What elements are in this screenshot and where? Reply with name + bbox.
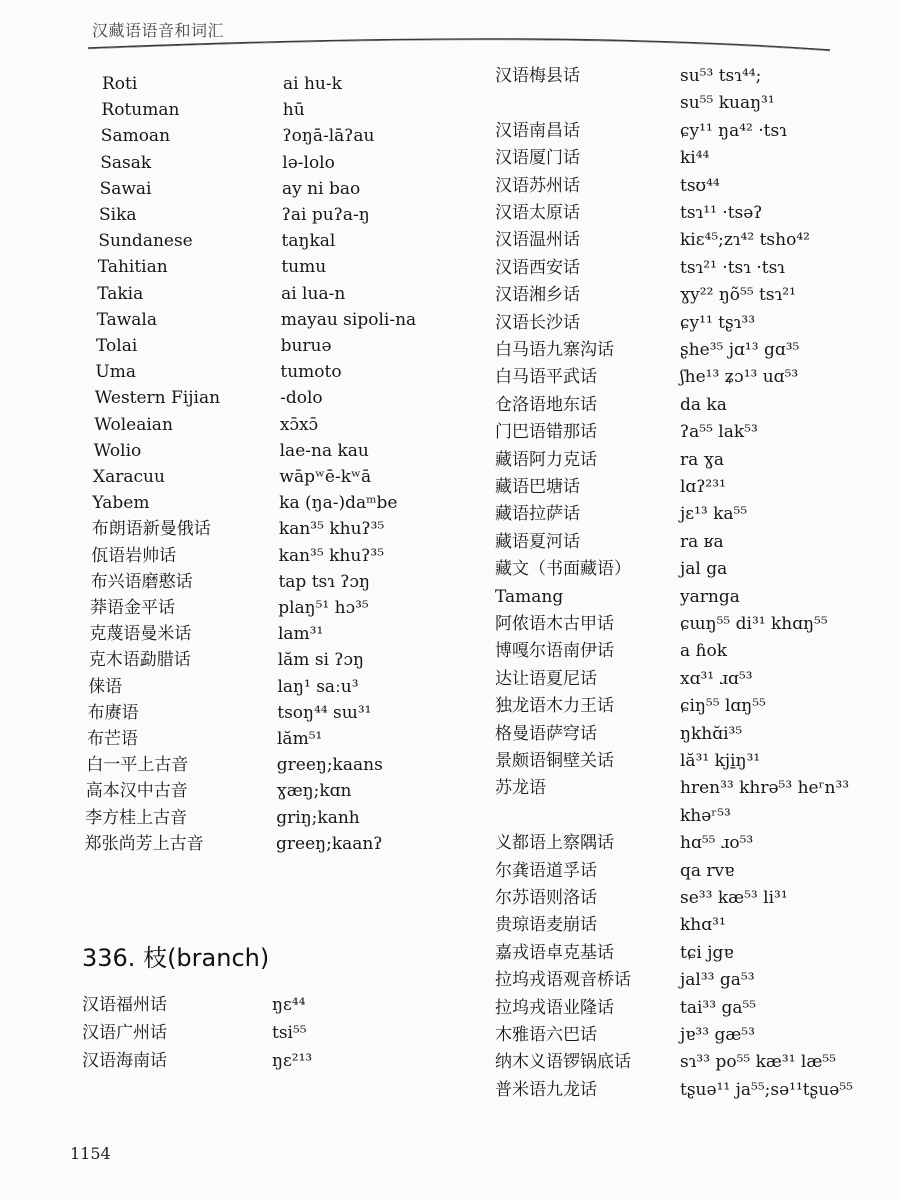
entry-row <box>0 146 900 170</box>
language-name: Tolai <box>96 336 138 356</box>
word-form: ʔa⁵⁵ lak⁵³ <box>680 422 758 443</box>
language-name: 藏语夏河话 <box>495 531 580 552</box>
entry-row <box>0 413 900 437</box>
entry-row <box>0 256 900 280</box>
entry-row <box>0 544 900 568</box>
language-name: Tawala <box>96 309 158 330</box>
entry-row <box>0 832 900 856</box>
language-name: Wolio <box>93 440 142 461</box>
word-form: ki⁴⁴ <box>680 148 710 169</box>
entry-row <box>0 174 900 198</box>
word-form: ɣy²² ŋõ⁵⁵ tsɿ²¹ <box>680 285 796 306</box>
word-form: tsɿ²¹ ·tsɿ ·tsɿ <box>680 257 785 278</box>
language-name: 汉语海南话 <box>82 1051 167 1071</box>
language-name: 克木语勐腊话 <box>88 650 191 671</box>
language-name: 拉坞戎语观音桥话 <box>495 970 631 991</box>
entry-row <box>0 338 900 362</box>
language-name: 李方桂上古音 <box>85 807 188 828</box>
language-name: 白马语平武话 <box>495 367 597 388</box>
entry-row <box>0 596 900 620</box>
language-name: Woleaian <box>94 414 173 435</box>
entry-row <box>0 282 900 306</box>
word-form: ra ʁa <box>680 531 724 552</box>
language-name: 布芒语 <box>87 729 138 749</box>
word-form: lae-na kau <box>279 440 369 461</box>
language-name: 苏龙语 <box>495 778 546 799</box>
word-form: xɑ³¹ ɹɑ⁵³ <box>680 668 753 689</box>
entry-row <box>0 1023 900 1047</box>
entry-row <box>0 465 900 489</box>
word-form: plaŋ⁵¹ hɔ³⁵ <box>278 598 369 618</box>
language-name: 高本汉中古音 <box>85 781 188 802</box>
language-name: Samoan <box>100 126 171 147</box>
language-name: Roti <box>102 74 138 94</box>
language-name: 布朗语新曼俄话 <box>91 519 211 540</box>
language-name: 汉语西安话 <box>495 257 580 278</box>
word-form: kiɛ⁴⁵;zɿ⁴² tsho⁴² <box>680 230 810 251</box>
word-form: su⁵³ tsɿ⁴⁴; <box>680 66 762 86</box>
word-form: sɿ³³ po⁵⁵ kæ³¹ læ⁵⁵ <box>680 1052 836 1073</box>
word-form: lă³¹ kji̱ŋ³¹ <box>680 751 761 771</box>
entry-row <box>0 667 900 691</box>
entry-row <box>0 585 900 609</box>
word-form: jɛ¹³ ka⁵⁵ <box>680 504 748 525</box>
word-form: qa rvɐ <box>680 860 735 881</box>
entry-row <box>0 639 900 663</box>
entry-row <box>0 151 900 175</box>
entry-row <box>0 886 900 910</box>
entry-row <box>0 308 900 332</box>
word-form: ra ɣa <box>680 449 724 470</box>
language-name: 藏语巴塘话 <box>495 477 580 497</box>
language-name: 白马语九寨沟话 <box>495 340 614 360</box>
word-form: tɕi jgɐ <box>680 942 734 963</box>
entry-row <box>0 648 900 672</box>
page-number: 1154 <box>70 1144 111 1163</box>
entry-row <box>0 386 900 410</box>
language-name: Yabem <box>92 493 150 514</box>
word-form: greeŋ;kaans <box>276 755 383 776</box>
entry-row <box>0 1078 900 1102</box>
word-form: hren³³ khrə⁵³ heʳn³³ <box>680 778 850 799</box>
entry-row <box>0 228 900 252</box>
word-form: tsʊ⁴⁴ <box>680 175 720 196</box>
word-form: lăm si ʔɔŋ <box>277 650 364 671</box>
language-name: 拉坞戎语业隆话 <box>495 997 614 1018</box>
word-form: ka (ŋa-)daᵐbe <box>279 493 398 514</box>
entry-row <box>0 334 900 358</box>
entry-row <box>0 727 900 751</box>
word-form: kan³⁵ khuʔ³⁵ <box>278 545 385 566</box>
word-form: ɕɯŋ⁵⁵ di³¹ khɑŋ⁵⁵ <box>680 614 828 634</box>
word-form: kan³⁵ khuʔ³⁵ <box>278 519 385 540</box>
word-form: tsi⁵⁵ <box>272 1023 307 1043</box>
entry-row <box>0 475 900 499</box>
entry-row <box>0 517 900 541</box>
running-head: 汉藏语语音和词汇 <box>92 21 225 40</box>
word-form: tsoŋ⁴⁴ sɯ³¹ <box>277 702 372 723</box>
language-name: 普米语九龙话 <box>495 1079 597 1100</box>
entry-row <box>0 722 900 746</box>
word-form: jɐ³³ gæ⁵³ <box>680 1025 755 1045</box>
entry-row <box>0 201 900 225</box>
entry-row <box>0 502 900 526</box>
language-name: 博嘎尔语南伊话 <box>495 641 614 662</box>
entry-row <box>0 360 900 384</box>
entry-row <box>0 119 900 143</box>
language-name: Uma <box>95 362 136 383</box>
language-name: 尔龚语道孚话 <box>495 860 597 881</box>
language-name: 达让语夏尼话 <box>495 668 597 689</box>
entry-row <box>0 806 900 830</box>
word-form: jal³³ ga⁵³ <box>680 970 755 991</box>
word-form: tʂuə¹¹ ja⁵⁵;sə¹¹tʂuə⁵⁵ <box>680 1079 853 1100</box>
word-form: ŋɛ²¹³ <box>272 1051 313 1071</box>
language-name: 汉语梅县话 <box>495 66 580 86</box>
entry-row <box>0 311 900 335</box>
language-name: Takia <box>97 283 144 304</box>
entry-row <box>0 1050 900 1074</box>
entry-row <box>0 776 900 800</box>
word-form: ɕy¹¹ ŋa⁴² ·tsɿ <box>680 120 787 141</box>
word-form: ai lua-n <box>281 283 346 304</box>
language-name: 仓洛语地东话 <box>495 394 597 415</box>
language-name: Sawai <box>99 178 152 199</box>
word-form: ŋɛ⁴⁴ <box>272 995 306 1015</box>
word-form: ɕy¹¹ tʂɿ³³ <box>680 312 756 333</box>
language-name: 独龙语木力王话 <box>495 696 614 717</box>
language-name: 布兴语磨憨话 <box>90 571 193 592</box>
entry-row <box>0 993 900 1017</box>
entry-row <box>0 393 900 417</box>
entry-row <box>0 91 900 115</box>
word-form: se³³ kæ⁵³ li³¹ <box>680 888 788 908</box>
word-form: ɣæŋ;kɑn <box>276 781 352 802</box>
word-form: khɑ³¹ <box>680 915 726 936</box>
word-form: da ka <box>680 394 727 415</box>
entry-row <box>0 124 900 148</box>
language-name: Sasak <box>100 152 152 173</box>
language-name: 嘉戎语卓克基话 <box>495 942 614 963</box>
entry-row <box>0 64 900 88</box>
language-name: Western Fijian <box>94 388 221 409</box>
word-form: ʃhe¹³ ʑɔ¹³ uɑ⁵³ <box>680 367 799 388</box>
language-name: 尔苏语则洛话 <box>495 888 597 908</box>
language-name: 汉语湘乡话 <box>495 285 580 306</box>
language-name: Xaracuu <box>93 467 165 487</box>
language-name: 郑张尚芳上古音 <box>84 833 204 854</box>
language-name: Tamang <box>495 586 564 607</box>
entry-row <box>0 701 900 725</box>
language-name: 景颇语铜壁关话 <box>495 751 614 771</box>
word-form: jal ga <box>680 559 728 580</box>
language-name: 纳木义语锣锅底话 <box>495 1052 631 1073</box>
word-form: ʔoŋā-lāʔau <box>282 126 375 147</box>
language-name: 汉语厦门话 <box>495 148 580 169</box>
language-name: Sika <box>99 205 137 225</box>
entry-row <box>0 203 900 227</box>
language-name: 汉语广州话 <box>82 1023 167 1043</box>
entry-row <box>0 675 900 699</box>
entry-row <box>0 996 900 1020</box>
entry-row <box>0 1049 900 1073</box>
language-name: Sundanese <box>98 231 193 252</box>
language-name: 藏语拉萨话 <box>495 504 580 525</box>
entry-row <box>0 491 900 515</box>
word-form: tap tsɿ ʔɔŋ <box>278 571 370 592</box>
word-form: hū <box>282 100 305 121</box>
word-form: hɑ⁵⁵ ɹo⁵³ <box>680 833 754 854</box>
entry-row <box>0 439 900 463</box>
language-name: 俫语 <box>88 676 123 697</box>
word-form: wāpʷē-kʷā <box>279 467 372 487</box>
word-form: lam³¹ <box>277 624 324 645</box>
word-form: greeŋ;kaanʔ <box>276 833 383 854</box>
entry-row <box>0 72 900 96</box>
word-form: ai hu-k <box>283 74 342 94</box>
word-form: su⁵⁵ kuaŋ³¹ <box>680 93 775 114</box>
word-form: lɑʔ²³¹ <box>680 477 726 497</box>
word-form: lăm⁵¹ <box>277 729 323 749</box>
language-name: 阿侬语木古甲话 <box>495 614 614 634</box>
language-name: 贵琼语麦崩话 <box>495 915 597 936</box>
entry-row <box>0 283 900 307</box>
entry-row <box>0 448 900 472</box>
entry-row <box>0 804 900 828</box>
entry-row <box>0 859 900 883</box>
word-form: laŋ¹ saːu³ <box>277 676 359 697</box>
entry-row <box>0 694 900 718</box>
entry-row <box>0 831 900 855</box>
word-form: yarnga <box>680 586 740 607</box>
language-name: Tahitian <box>97 257 168 278</box>
word-form: tsɿ¹¹ ·tsəʔ <box>680 203 763 223</box>
language-name: 汉语苏州话 <box>495 175 580 196</box>
word-form: -dolo <box>280 388 323 409</box>
word-form: taŋkal <box>281 231 336 252</box>
word-form: khəʳ⁵³ <box>680 805 731 826</box>
word-form: a ɦok <box>680 641 728 662</box>
word-form: buruə <box>280 336 332 356</box>
entry-row <box>0 753 900 777</box>
language-name: 汉语福州话 <box>82 995 167 1015</box>
entry-row <box>0 570 900 594</box>
entry-row <box>0 557 900 581</box>
word-form: lə-lolo <box>282 152 335 173</box>
language-name: 莽语金平话 <box>90 598 175 618</box>
language-name: 汉语太原话 <box>495 203 580 223</box>
entry-row <box>0 365 900 389</box>
entry-row <box>0 622 900 646</box>
language-name: 藏语阿力克话 <box>495 449 597 470</box>
word-form: xɔ̄xɔ̄ <box>279 414 319 435</box>
word-form: tai³³ ga⁵⁵ <box>680 997 757 1018</box>
word-form: mayau sipoli-na <box>280 309 417 330</box>
language-name: 义都语上察隅话 <box>495 833 614 854</box>
word-form: ʂhe³⁵ jɑ¹³ gɑ³⁵ <box>680 340 800 360</box>
entry-row <box>0 749 900 773</box>
word-form: ʔai puʔa-ŋ <box>281 205 370 225</box>
word-form: griŋ;kanh <box>276 807 360 828</box>
language-name: 格曼语萨穹话 <box>495 723 597 744</box>
language-name: 布赓语 <box>87 702 139 723</box>
language-name: 木雅语六巴话 <box>495 1025 597 1045</box>
word-form: ɕiŋ⁵⁵ lɑŋ⁵⁵ <box>680 696 766 717</box>
entry-row <box>0 1021 900 1045</box>
language-name: 汉语温州话 <box>495 230 580 251</box>
word-form: tumoto <box>280 362 342 383</box>
entry-row <box>0 98 900 122</box>
entry-row <box>0 177 900 201</box>
entry-row <box>0 229 900 253</box>
word-form: ay ni bao <box>282 178 361 199</box>
language-name: Rotuman <box>101 100 180 121</box>
language-name: 门巴语错那话 <box>495 422 597 443</box>
word-form: ŋkhɑ̆i³⁵ <box>680 723 743 744</box>
entry-row <box>0 255 900 279</box>
language-name: 藏文（书面藏语） <box>495 559 631 580</box>
entry-row <box>0 779 900 803</box>
language-name: 白一平上古音 <box>86 755 189 776</box>
language-name: 汉语长沙话 <box>495 312 580 333</box>
page-header <box>0 0 900 60</box>
word-form: tumu <box>281 257 327 278</box>
section-heading: 336. 枝(branch) <box>82 944 270 972</box>
entry-row <box>0 420 900 444</box>
entry-row <box>0 913 900 937</box>
language-name: 佤语岩帅话 <box>91 545 177 566</box>
entry-row <box>0 530 900 554</box>
language-name: 汉语南昌话 <box>495 120 580 141</box>
entry-row <box>0 612 900 636</box>
language-name: 克蔑语曼米话 <box>89 624 192 645</box>
